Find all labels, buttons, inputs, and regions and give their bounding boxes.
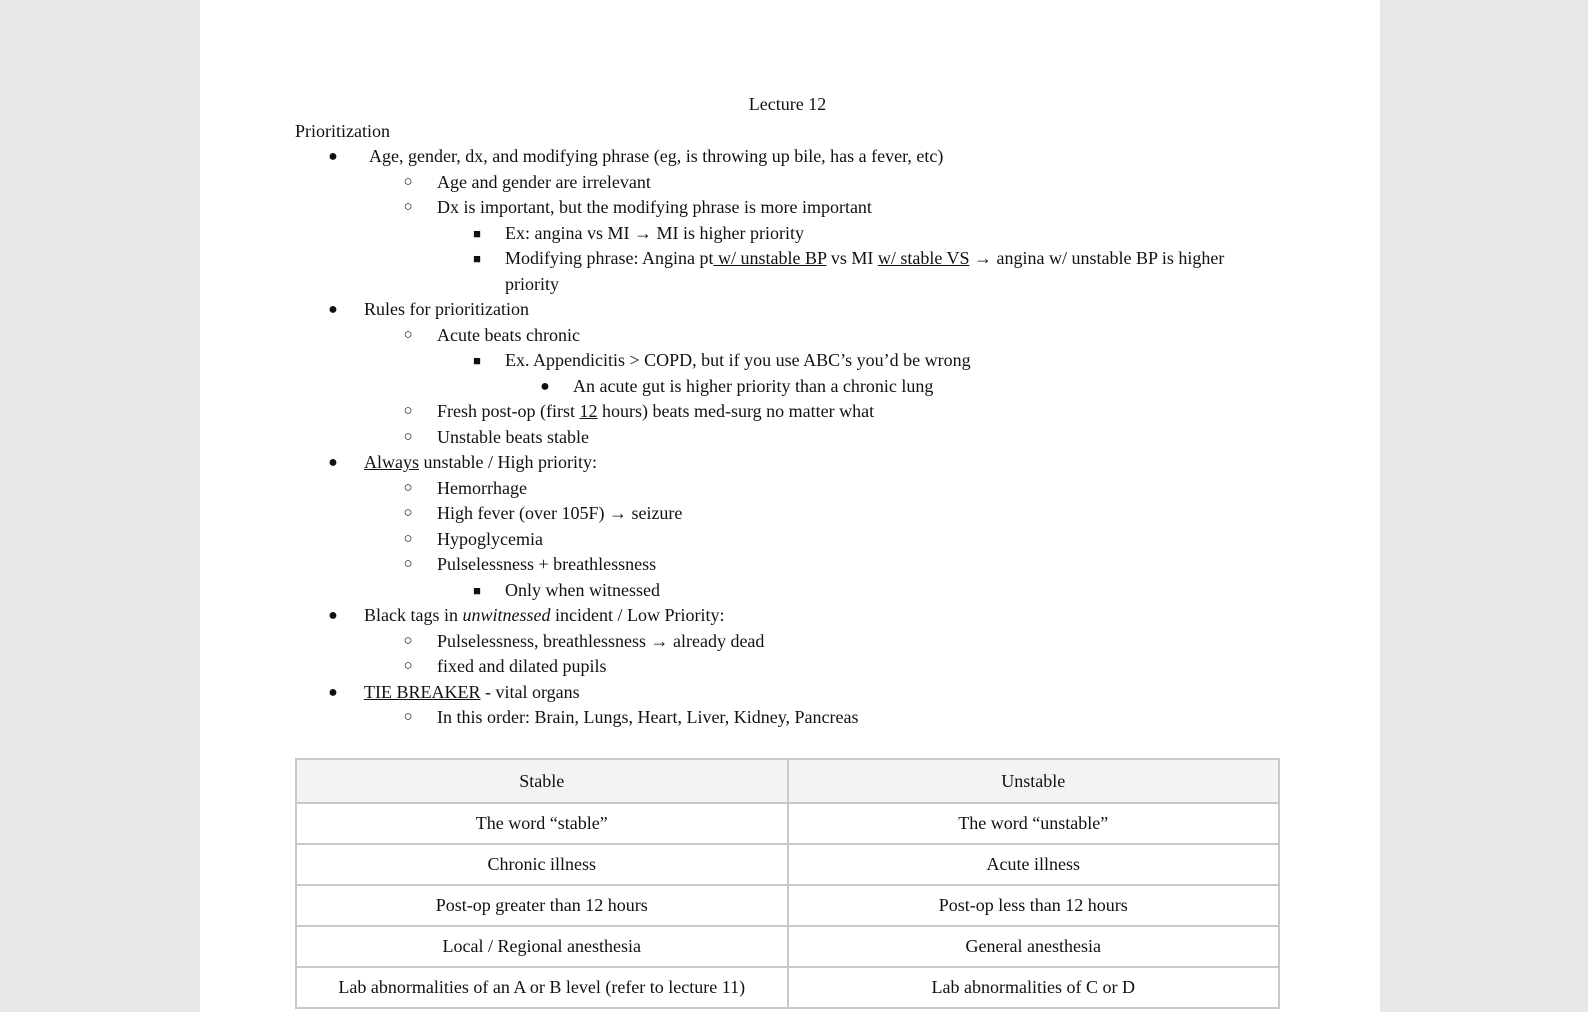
list-item-text — [437, 401, 874, 421]
text-run: Fresh post-op (first — [437, 401, 580, 421]
bullet-circle-icon: ○ — [403, 403, 413, 419]
list-item — [505, 374, 1280, 400]
list-item-text: Dx is important, but the modifying phrase is more important — [437, 197, 872, 217]
table-row — [296, 844, 1279, 885]
list-item — [369, 476, 1280, 502]
stable-unstable-table — [295, 758, 1280, 1009]
list-item-text: Rules for prioritization — [364, 299, 529, 319]
bullet-circle-icon: ○ — [403, 173, 413, 190]
list-item — [369, 629, 1280, 655]
list-item — [437, 348, 1280, 399]
list-item-text: Only when witnessed — [505, 579, 660, 600]
bullet-circle-icon: ○ — [403, 658, 413, 674]
text-run: Modifying phrase: Angina pt — [505, 248, 714, 268]
list-item-text: fixed and dilated pupils — [437, 656, 607, 676]
underlined-text: w/ stable VS — [877, 248, 970, 268]
list-item — [369, 425, 1280, 451]
list-item — [437, 221, 1280, 247]
table-cell: Post-op less than 12 hours — [788, 885, 1280, 926]
list-item-text — [364, 603, 1280, 629]
bullet-circle-icon: ○ — [403, 326, 413, 343]
sub-sub-list — [437, 578, 1280, 604]
bullet-disc-icon: ● — [328, 301, 338, 318]
document-page — [200, 0, 1380, 1012]
list-item-text — [364, 680, 1280, 706]
table-cell: Lab abnormalities of an A or B level (refer to lecture 11) — [296, 967, 788, 1008]
sub-list — [369, 476, 1280, 604]
table-header-row — [296, 759, 1279, 803]
list-item-text: High fever (over 105F) → seizure — [437, 503, 683, 523]
text-run: Black tags in — [364, 605, 463, 625]
sub-list — [369, 629, 1280, 680]
list-item-text: Hemorrhage — [437, 477, 527, 498]
table-cell: Post-op greater than 12 hours — [296, 885, 788, 926]
bullet-disc-icon: ● — [328, 148, 338, 165]
sub-list — [369, 323, 1280, 451]
list-item — [295, 297, 1280, 450]
text-run: vs MI — [826, 248, 878, 268]
list-item — [369, 323, 1280, 400]
list-item-text: Hypoglycemia — [437, 528, 543, 549]
document-body — [295, 92, 1280, 731]
italic-text: unwitnessed — [462, 605, 551, 625]
list-item — [437, 246, 1280, 297]
bullet-circle-icon: ○ — [403, 530, 413, 547]
list-item — [295, 450, 1280, 603]
table-row — [296, 926, 1279, 967]
table-cell: The word “stable” — [296, 803, 788, 844]
table-row — [296, 803, 1279, 844]
bullet-square-icon: ■ — [473, 225, 481, 241]
underlined-text: TIE BREAKER — [364, 681, 481, 702]
list-item — [369, 552, 1280, 603]
text-run: hours) beats med-surg no matter what — [597, 401, 875, 421]
list-item — [369, 399, 1280, 425]
table-cell: The word “unstable” — [788, 803, 1280, 844]
bullet-circle-icon: ○ — [403, 556, 413, 572]
bullet-circle-icon: ○ — [403, 479, 413, 496]
list-item — [369, 654, 1280, 680]
text-run: - vital organs — [480, 681, 580, 702]
table-row — [296, 885, 1279, 926]
list-item-text — [364, 450, 1280, 476]
bullet-square-icon: ■ — [473, 353, 481, 368]
list-item — [295, 603, 1280, 680]
sub-list — [369, 705, 1280, 731]
text-run: incident / Low Priority: — [550, 605, 725, 625]
table-cell: Lab abnormalities of C or D — [788, 967, 1280, 1008]
table-row — [296, 967, 1279, 1008]
main-list — [295, 144, 1280, 731]
bullet-disc-icon: ● — [328, 607, 338, 624]
list-item — [437, 578, 1280, 604]
bullet-circle-icon: ○ — [403, 199, 413, 215]
list-item-text: Age and gender are irrelevant — [437, 171, 651, 192]
list-item — [369, 170, 1280, 196]
list-item-text: Pulselessness + breathlessness — [437, 554, 657, 574]
list-item-text: Acute beats chronic — [437, 324, 580, 345]
list-item-text: Ex. Appendicitis > COPD, but if you use ABC’s you’d be wrong — [505, 350, 971, 370]
sub-sub-list — [437, 348, 1280, 399]
text-run: unstable / High priority: — [419, 452, 597, 472]
underlined-text: w/ unstable BP — [713, 248, 827, 268]
bullet-circle-icon: ○ — [403, 632, 413, 649]
list-item-text: In this order: Brain, Lungs, Heart, Liver, Kidney, Pancreas — [437, 707, 859, 727]
list-item — [369, 527, 1280, 553]
bullet-circle-icon: ○ — [403, 505, 413, 521]
bullet-disc-icon: ● — [328, 683, 338, 701]
list-item — [369, 705, 1280, 731]
sub-sub-sub-list — [505, 374, 1280, 400]
column-header-stable: Stable — [296, 759, 788, 803]
bullet-square-icon: ■ — [473, 251, 481, 266]
sub-sub-list — [437, 221, 1280, 298]
list-item — [369, 501, 1280, 527]
table-cell: Chronic illness — [296, 844, 788, 885]
bullet-circle-icon: ○ — [403, 428, 413, 445]
list-item-text: Ex: angina vs MI → MI is higher priority — [505, 222, 804, 243]
underlined-text: Always — [364, 452, 419, 472]
list-item-text — [505, 248, 1224, 294]
table-cell: Local / Regional anesthesia — [296, 926, 788, 967]
bullet-square-icon: ■ — [473, 582, 481, 598]
list-item — [295, 144, 1280, 297]
bullet-disc-icon: ● — [328, 454, 338, 471]
list-item-text: Unstable beats stable — [437, 426, 589, 447]
underlined-text: 12 — [579, 401, 598, 421]
sub-list — [369, 170, 1280, 298]
list-item — [295, 680, 1280, 731]
table-cell: General anesthesia — [788, 926, 1280, 967]
column-header-unstable: Unstable — [788, 759, 1280, 803]
bullet-disc-icon: ● — [540, 377, 550, 395]
bullet-circle-icon: ○ — [403, 709, 413, 725]
text-run: → angina w/ unstable BP is higher priority — [505, 248, 1225, 294]
list-item — [369, 195, 1280, 297]
table-cell: Acute illness — [788, 844, 1280, 885]
section-title: Prioritization — [295, 120, 390, 141]
list-item-text: Pulselessness, breathlessness → already dead — [437, 630, 765, 651]
list-item-text: Age, gender, dx, and modifying phrase (eg, is throwing up bile, has a fever, etc) — [369, 146, 944, 166]
list-item-text: An acute gut is higher priority than a chronic lung — [573, 375, 934, 396]
document-title: Lecture 12 — [748, 94, 827, 114]
